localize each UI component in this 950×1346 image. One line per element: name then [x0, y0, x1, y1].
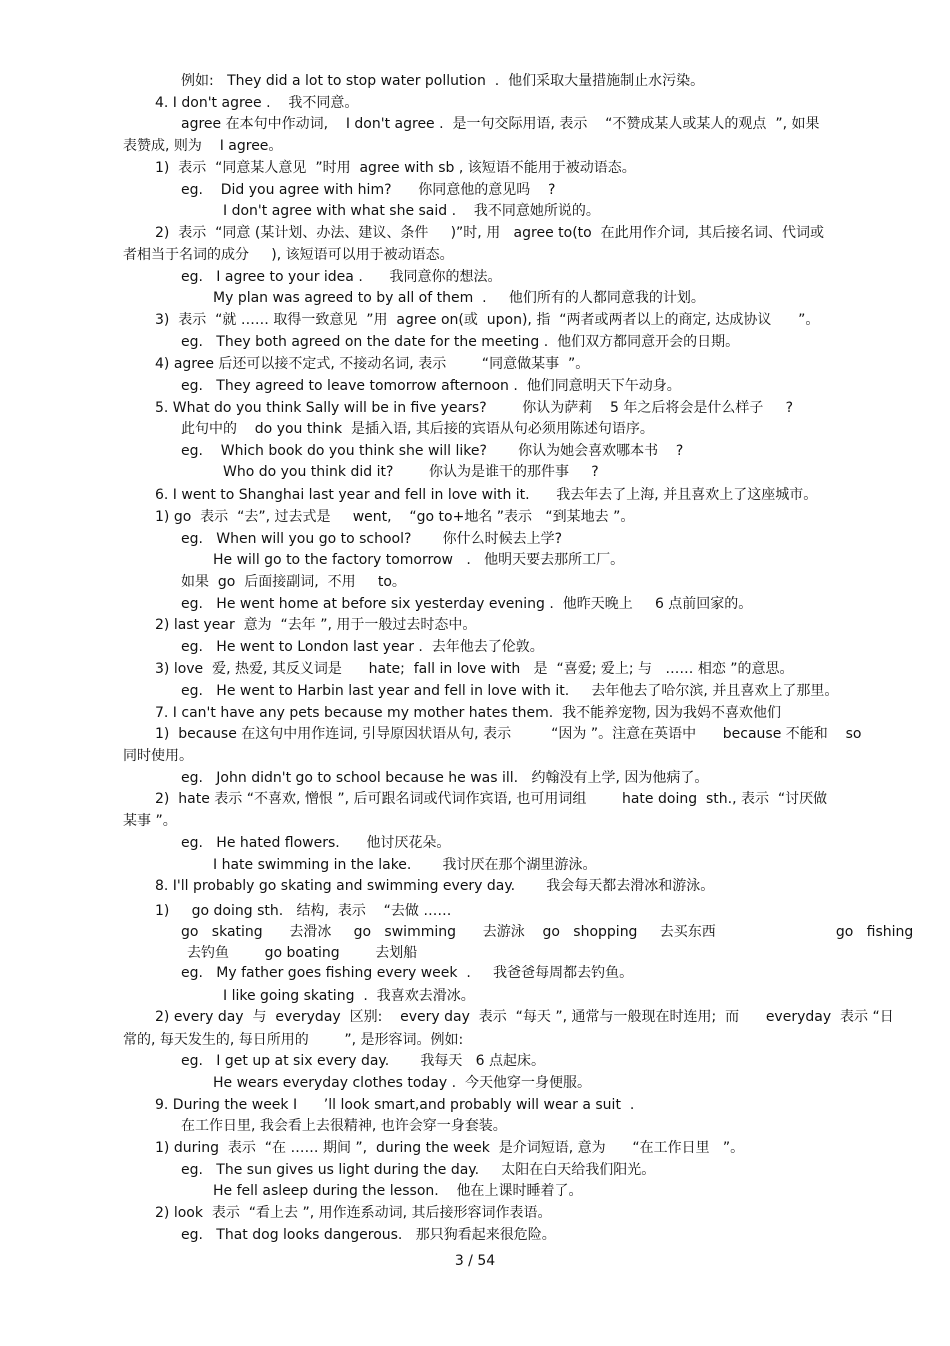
text-line: eg. The sun gives us light during the day. 太阳在白天给我们阳光。 [181, 1162, 656, 1178]
text-line: 1) go doing sth. 结构, 表示 “去做 …… [155, 903, 452, 919]
text-line: eg. That dog looks dangerous. 那只狗看起来很危险。 [181, 1227, 556, 1243]
text-line: 2) 表示 “同意 (某计划、办法、建议、条件 )”时, 用 agree to(to 在此用作介词, 其后接名词、代词或 [155, 225, 824, 241]
text-line: 4. I don't agree . 我不同意。 [155, 95, 359, 111]
text-line: eg. He hated flowers. 他讨厌花朵。 [181, 835, 451, 851]
text-line: 1) 表示 “同意某人意见 ”时用 agree with sb , 该短语不能用于被动语态。 [155, 160, 636, 176]
text-line: 1) because 在这句中用作连词, 引导原因状语从句, 表示 “因为 ”。注意在英语中 because 不能和 so [155, 726, 862, 742]
text-line: Who do you think did it? 你认为是谁干的那件事 ? [223, 464, 599, 480]
text-line: 同时使用。 [123, 748, 193, 764]
text-line: I like going skating . 我喜欢去滑冰。 [223, 988, 475, 1004]
text-line: eg. My father goes fishing every week . 我爸爸每周都去钓鱼。 [181, 965, 634, 981]
text-line: 9. During the week I ’ll look smart,and probably will wear a suit . [155, 1097, 635, 1113]
text-line: go skating 去滑冰 go swimming 去游泳 go shopping 去买东西 go fishing [181, 924, 914, 940]
text-line: 2) every day 与 everyday 区别: every day 表示 “每天 ”, 通常与一般现在时连用; 而 everyday 表示 “日 [155, 1009, 894, 1025]
text-line: 2) look 表示 “看上去 ”, 用作连系动词, 其后接形容词作表语。 [155, 1205, 552, 1221]
text-line: 常的, 每天发生的, 每日所用的 ”, 是形容词。例如: [123, 1032, 464, 1048]
text-line: 如果 go 后面接副词, 不用 to。 [181, 574, 406, 590]
text-line: eg. He went home at before six yesterday evening . 他昨天晚上 6 点前回家的。 [181, 596, 753, 612]
text-line: He fell asleep during the lesson. 他在上课时睡着了。 [213, 1183, 583, 1199]
text-line: 2) last year 意为 “去年 ”, 用于一般过去时态中。 [155, 617, 477, 633]
text-line: I hate swimming in the lake. 我讨厌在那个湖里游泳。 [213, 857, 597, 873]
text-line: He wears everyday clothes today . 今天他穿一身便服。 [213, 1075, 591, 1091]
text-line: 6. I went to Shanghai last year and fell in love with it. 我去年去了上海, 并且喜欢上了这座城市。 [155, 487, 818, 503]
text-line: eg. I agree to your idea . 我同意你的想法。 [181, 269, 502, 285]
text-line: eg. He went to London last year . 去年他去了伦敦。 [181, 639, 544, 655]
text-line: 去钓鱼 go boating 去划船 [187, 945, 418, 961]
text-line: 3) love 爱, 热爱, 其反义词是 hate; fall in love with 是 “喜爱; 爱上; 与 …… 相恋 ”的意思。 [155, 661, 794, 677]
text-line: 5. What do you think Sally will be in five years? 你认为萨莉 5 年之后将会是什么样子 ? [155, 400, 794, 416]
text-line: eg. They both agreed on the date for the meeting . 他们双方都同意开会的日期。 [181, 334, 740, 350]
text-line: 1) go 表示 “去”, 过去式是 went, “go to+地名 ”表示 “到某地去 ”。 [155, 509, 635, 525]
text-line: 8. I'll probably go skating and swimming every day. 我会每天都去滑冰和游泳。 [155, 878, 715, 894]
text-line: 在工作日里, 我会看上去很精神, 也许会穿一身套装。 [181, 1118, 507, 1134]
text-line: 表赞成, 则为 I agree。 [123, 138, 283, 154]
text-line: 例如: They did a lot to stop water pollution . 他们采取大量措施制止水污染。 [181, 73, 705, 89]
text-line: eg. Did you agree with him? 你同意他的意见吗 ? [181, 182, 556, 198]
text-line: eg. When will you go to school? 你什么时候去上学? [181, 531, 563, 547]
text-line: 2) hate 表示 “不喜欢, 憎恨 ”, 后可跟名词或代词作宾语, 也可用词组 hate doing sth., 表示 “讨厌做 [155, 791, 828, 807]
text-line: I don't agree with what she said . 我不同意她所说的。 [223, 203, 600, 219]
text-line: 1) during 表示 “在 …… 期间 ”, during the week 是介词短语, 意为 “在工作日里 ”。 [155, 1140, 745, 1156]
page-number: 3 / 54 [454, 1253, 496, 1269]
text-line: 4) agree 后还可以接不定式, 不接动名词, 表示 “同意做某事 ”。 [155, 356, 590, 372]
text-line: He will go to the factory tomorrow . 他明天要去那所工厂。 [213, 552, 625, 568]
text-line: My plan was agreed to by all of them . 他们所有的人都同意我的计划。 [213, 290, 705, 306]
text-line: 者相当于名词的成分 ), 该短语可以用于被动语态。 [123, 247, 454, 263]
text-line: 此句中的 do you think 是插入语, 其后接的宾语从句必须用陈述句语序。 [181, 421, 654, 437]
text-line: 7. I can't have any pets because my mother hates them. 我不能养宠物, 因为我妈不喜欢他们 [155, 705, 781, 721]
text-line: 3) 表示 “就 …… 取得一致意见 ”用 agree on(或 upon), 指 “两者或两者以上的商定, 达成协议 ”。 [155, 312, 820, 328]
text-line: 某事 ”。 [123, 813, 177, 829]
text-line: eg. Which book do you think she will like? 你认为她会喜欢哪本书 ? [181, 443, 684, 459]
text-line: eg. John didn't go to school because he was ill. 约翰没有上学, 因为他病了。 [181, 770, 709, 786]
text-line: agree 在本句中作动词, I don't agree . 是一句交际用语, 表示 “不赞成某人或某人的观点 ”, 如果 [181, 116, 820, 132]
text-line: eg. They agreed to leave tomorrow afternoon . 他们同意明天下午动身。 [181, 378, 681, 394]
text-line: eg. I get up at six every day. 我每天 6 点起床。 [181, 1053, 546, 1069]
text-line: eg. He went to Harbin last year and fell in love with it. 去年他去了哈尔滨, 并且喜欢上了那里。 [181, 683, 839, 699]
